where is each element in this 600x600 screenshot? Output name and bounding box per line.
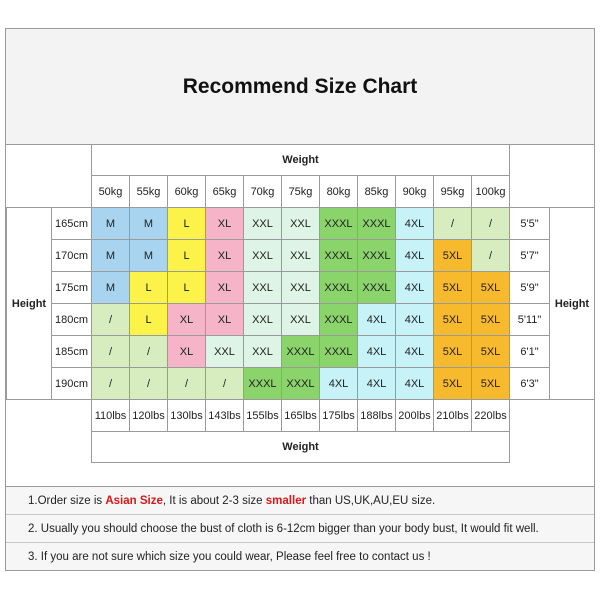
size-cell: XXXL — [358, 240, 396, 272]
height-ft-label: 5'9" — [510, 272, 550, 304]
weight-kg-label: 75kg — [282, 176, 320, 208]
title-box — [6, 29, 594, 145]
size-cell: XL — [206, 240, 244, 272]
size-cell: L — [168, 240, 206, 272]
size-cell: XXL — [282, 208, 320, 240]
size-cell: 4XL — [396, 368, 434, 400]
weight-kg-label: 65kg — [206, 176, 244, 208]
size-cell: 4XL — [396, 336, 434, 368]
size-cell: XXXL — [358, 272, 396, 304]
weight-lbs-label: 130lbs — [168, 400, 206, 432]
size-cell: M — [92, 208, 130, 240]
height-label-left: Height — [7, 208, 52, 400]
size-cell: 4XL — [358, 368, 396, 400]
size-cell: / — [472, 208, 510, 240]
size-cell: 4XL — [396, 272, 434, 304]
size-cell: 5XL — [434, 368, 472, 400]
weight-lbs-label: 155lbs — [244, 400, 282, 432]
weight-lbs-label: 220lbs — [472, 400, 510, 432]
size-cell: XXL — [244, 304, 282, 336]
size-cell: XL — [206, 272, 244, 304]
size-cell: 4XL — [396, 208, 434, 240]
size-cell: / — [92, 368, 130, 400]
size-cell: XXXL — [358, 208, 396, 240]
note-bust: 2. Usually you should choose the bust of cloth is 6-12cm bigger than your body bust, It would fit well. — [6, 514, 594, 542]
note-asian-size: 1.Order size is Asian Size, It is about 2-3 size smaller than US,UK,AU,EU size. — [6, 486, 594, 514]
size-cell: XXL — [282, 272, 320, 304]
size-cell: 5XL — [434, 272, 472, 304]
size-chart-table — [6, 144, 595, 463]
size-chart-frame — [5, 28, 595, 571]
size-cell: L — [130, 272, 168, 304]
weight-kg-label: 80kg — [320, 176, 358, 208]
size-cell: XL — [168, 336, 206, 368]
height-cm-label: 170cm — [52, 240, 92, 272]
weight-kg-label: 50kg — [92, 176, 130, 208]
height-ft-label: 6'1" — [510, 336, 550, 368]
height-ft-label: 6'3" — [510, 368, 550, 400]
size-cell: XXL — [244, 208, 282, 240]
size-cell: XXL — [206, 336, 244, 368]
height-label-right: Height — [550, 208, 595, 400]
weight-lbs-label: 175lbs — [320, 400, 358, 432]
size-cell: M — [92, 240, 130, 272]
weight-lbs-label: 200lbs — [396, 400, 434, 432]
height-cm-label: 165cm — [52, 208, 92, 240]
height-ft-label: 5'11" — [510, 304, 550, 336]
height-cm-label: 180cm — [52, 304, 92, 336]
weight-lbs-label: 120lbs — [130, 400, 168, 432]
size-cell: XXL — [282, 240, 320, 272]
height-cm-label: 185cm — [52, 336, 92, 368]
size-cell: XL — [168, 304, 206, 336]
size-cell: 5XL — [434, 240, 472, 272]
weight-lbs-label: 188lbs — [358, 400, 396, 432]
size-cell: / — [168, 368, 206, 400]
size-cell: / — [472, 240, 510, 272]
weight-kg-label: 60kg — [168, 176, 206, 208]
height-ft-label: 5'7" — [510, 240, 550, 272]
size-cell: / — [92, 336, 130, 368]
size-cell: / — [130, 368, 168, 400]
size-cell: M — [130, 208, 168, 240]
weight-lbs-label: 143lbs — [206, 400, 244, 432]
size-cell: XXL — [282, 304, 320, 336]
size-cell: XXXL — [320, 304, 358, 336]
size-cell: M — [92, 272, 130, 304]
size-cell: L — [168, 272, 206, 304]
note-contact: 3. If you are not sure which size you could wear, Please feel free to contact us ! — [6, 542, 594, 570]
size-cell: XXXL — [244, 368, 282, 400]
size-cell: L — [168, 208, 206, 240]
size-cell: XL — [206, 208, 244, 240]
size-cell: 5XL — [472, 368, 510, 400]
size-cell: M — [130, 240, 168, 272]
weight-kg-label: 85kg — [358, 176, 396, 208]
size-cell: 5XL — [472, 304, 510, 336]
size-cell: 4XL — [358, 336, 396, 368]
size-cell: 4XL — [396, 304, 434, 336]
size-cell: XXL — [244, 336, 282, 368]
size-cell: / — [434, 208, 472, 240]
size-cell: XXXL — [320, 336, 358, 368]
size-cell: L — [130, 304, 168, 336]
weight-header-top: Weight — [92, 145, 510, 176]
size-cell: / — [92, 304, 130, 336]
size-cell: / — [130, 336, 168, 368]
weight-lbs-label: 110lbs — [92, 400, 130, 432]
size-cell: 5XL — [434, 336, 472, 368]
size-cell: XXXL — [320, 272, 358, 304]
size-cell: XXXL — [320, 208, 358, 240]
weight-lbs-label: 210lbs — [434, 400, 472, 432]
weight-kg-label: 90kg — [396, 176, 434, 208]
size-cell: 5XL — [472, 336, 510, 368]
weight-kg-label: 95kg — [434, 176, 472, 208]
weight-kg-label: 100kg — [472, 176, 510, 208]
weight-lbs-label: 165lbs — [282, 400, 320, 432]
weight-kg-label: 70kg — [244, 176, 282, 208]
size-cell: 4XL — [396, 240, 434, 272]
size-cell: XXXL — [320, 240, 358, 272]
size-cell: XXL — [244, 272, 282, 304]
size-cell: / — [206, 368, 244, 400]
size-cell: 5XL — [472, 272, 510, 304]
size-cell: 4XL — [358, 304, 396, 336]
asian-size-highlight: Asian Size — [105, 495, 163, 507]
size-cell: XXL — [244, 240, 282, 272]
height-cm-label: 175cm — [52, 272, 92, 304]
weight-header-bottom: Weight — [92, 432, 510, 463]
size-cell: XL — [206, 304, 244, 336]
size-cell: 4XL — [320, 368, 358, 400]
size-cell: XXXL — [282, 336, 320, 368]
height-ft-label: 5'5" — [510, 208, 550, 240]
size-cell: 5XL — [434, 304, 472, 336]
size-cell: XXXL — [282, 368, 320, 400]
smaller-highlight: smaller — [265, 495, 307, 507]
weight-kg-label: 55kg — [130, 176, 168, 208]
notes-section — [6, 486, 594, 570]
page-title: Recommend Size Chart — [182, 74, 418, 98]
height-cm-label: 190cm — [52, 368, 92, 400]
